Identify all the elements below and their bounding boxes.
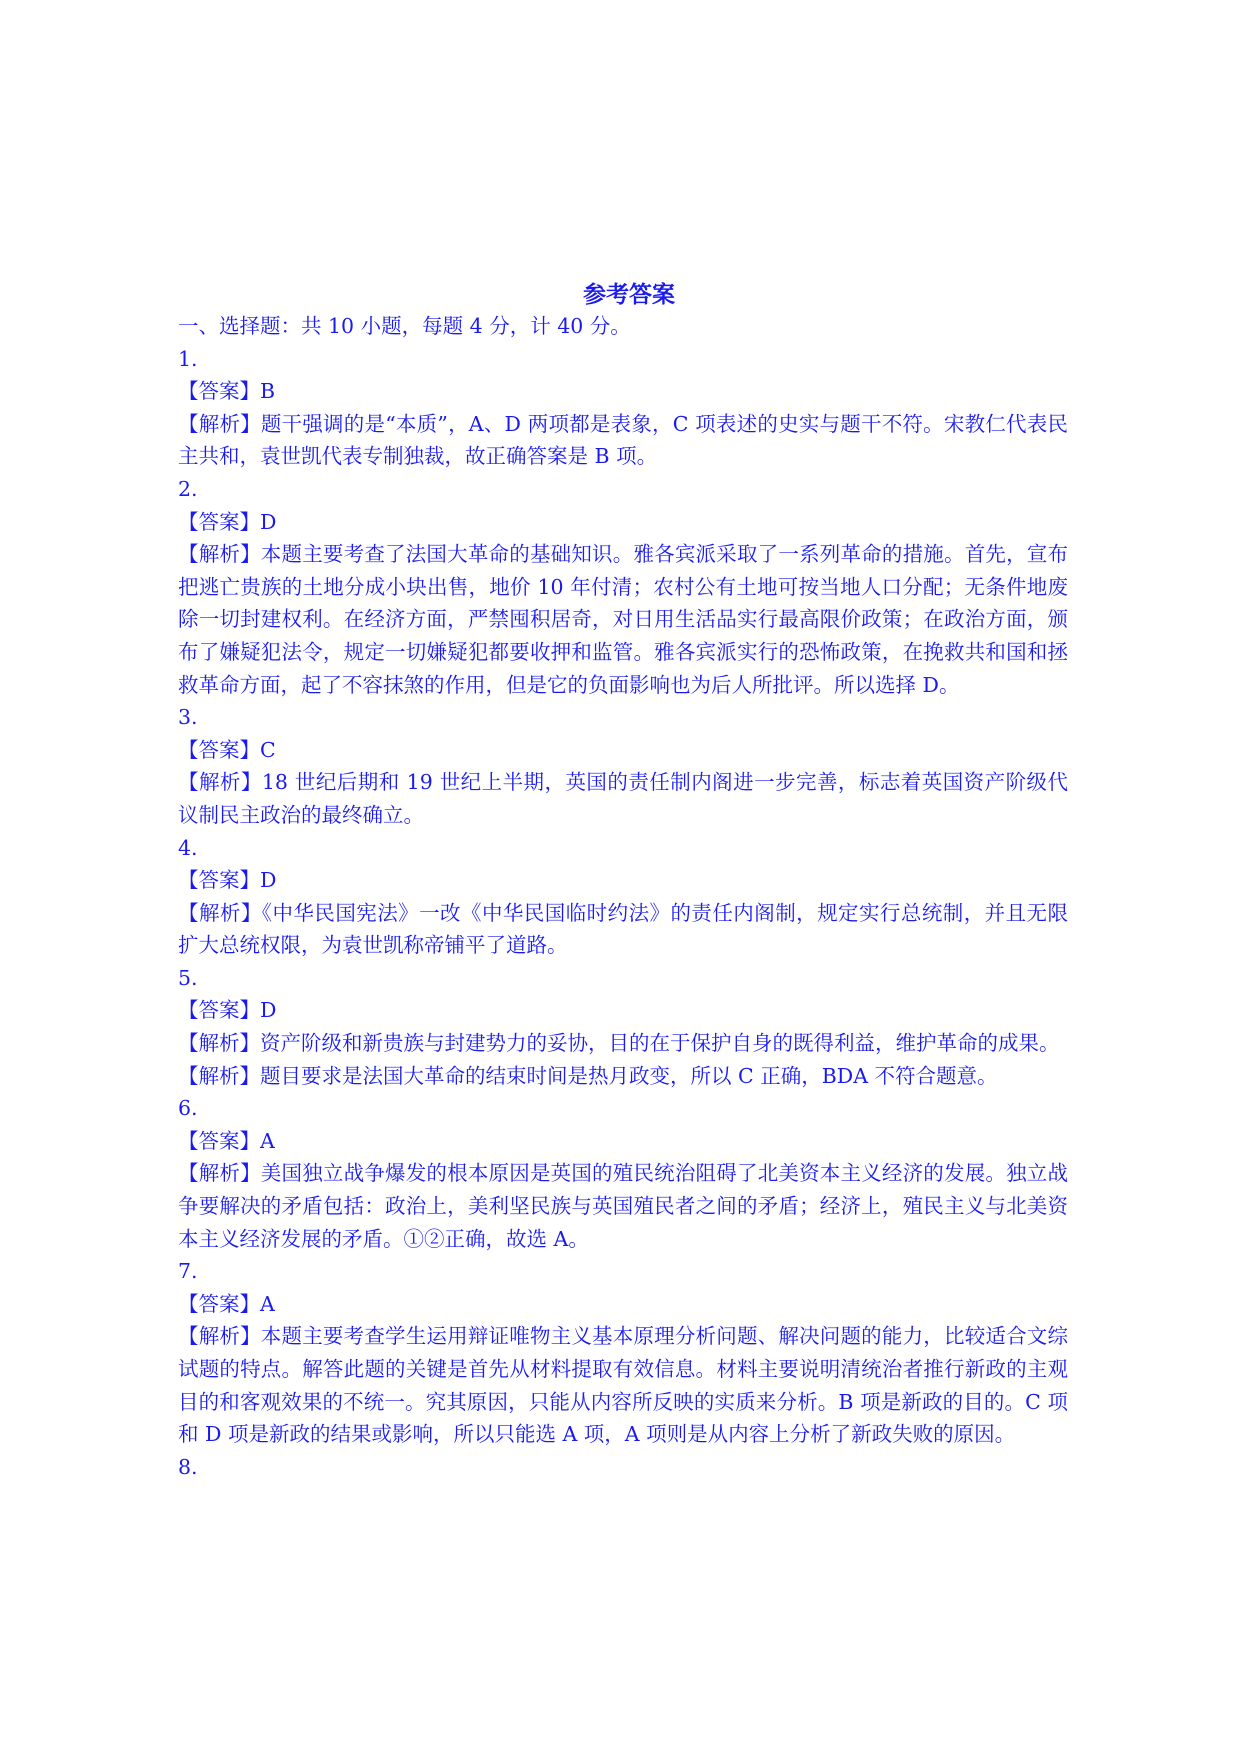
answer-line: 【答案】D xyxy=(178,509,277,534)
analysis-paragraph: 【解析】18 世纪后期和 19 世纪上半期，英国的责任制内阁进一步完善，标志着英国资产阶级代议制民主政治的最终确立。 xyxy=(178,770,1068,827)
question-block xyxy=(178,1255,1068,1451)
analysis-paragraph: 【解析】美国独立战争爆发的根本原因是英国的殖民统治阻碍了北美资本主义经济的发展。独立战争要解决的矛盾包括：政治上，美利坚民族与英国殖民者之间的矛盾；经济上，殖民主义与北美资本主义经济发展的矛盾。①②正确，故选 A。 xyxy=(178,1161,1068,1251)
question-block xyxy=(178,473,1068,701)
analysis-paragraph: 【解析】本题主要考查了法国大革命的基础知识。雅各宾派采取了一系列革命的措施。首先，宣布把逃亡贵族的土地分成小块出售，地价 10 年付清；农村公有土地可按当地人口分配；无条件地废除一切封建权利。在经济方面，严禁囤积居奇，对日用生活品实行最高限价政策；在政治方面，颁布了嫌疑犯法令，规定一切嫌疑犯都要收押和监管。雅各宾派实行的恐怖政策，在挽救共和国和拯救革命方面，起了不容抹煞的作用，但是它的负面影响也为后人所批评。所以选择 D。 xyxy=(178,542,1068,697)
answer-line: 【答案】A xyxy=(178,1128,275,1153)
question-block xyxy=(178,832,1068,962)
page-title: 参考答案 xyxy=(583,281,675,308)
section-heading: 一、选择题：共 10 小题，每题 4 分，计 40 分。 xyxy=(178,314,631,338)
answer-line: 【答案】D xyxy=(178,868,277,893)
analysis-paragraph: 【解析】题目要求是法国大革命的结束时间是热月政变，所以 C 正确，BDA 不符合题意。 xyxy=(178,1063,998,1088)
question-number: 6. xyxy=(178,1096,198,1121)
question-number: 1. xyxy=(178,346,198,371)
answer-line: 【答案】D xyxy=(178,998,277,1023)
question-block xyxy=(178,1092,1068,1255)
analysis-paragraph: 【解析】资产阶级和新贵族与封建势力的妥协，目的在于保护自身的既得利益，维护革命的成果。 xyxy=(178,1031,1060,1056)
analysis-paragraph: 【解析】《中华民国宪法》一改《中华民国临时约法》的责任内阁制，规定实行总统制，并且无限扩大总统权限，为袁世凯称帝铺平了道路。 xyxy=(178,900,1068,958)
answer-line: 【答案】A xyxy=(178,1291,275,1316)
question-number: 7. xyxy=(178,1259,198,1284)
analysis-paragraph: 【解析】本题主要考查学生运用辩证唯物主义基本原理分析问题、解决问题的能力，比较适合文综试题的特点。解答此题的关键是首先从材料提取有效信息。材料主要说明清统治者推行新政的主观目的和客观效果的不统一。究其原因，只能从内容所反映的实质来分析。B 项是新政的目的。C 项和 D 项是新政的结果或影响，所以只能选 A 项，A 项则是从内容上分析了新政失败的原因。 xyxy=(178,1324,1068,1447)
analysis-paragraph: 【解析】题干强调的是“本质”，A、D 两项都是表象，C 项表述的史实与题干不符。宋教仁代表民主共和，袁世凯代表专制独裁，故正确答案是 B 项。 xyxy=(178,411,1068,469)
question-number: 5. xyxy=(178,965,198,990)
answer-line: 【答案】B xyxy=(178,379,276,404)
question-number: 2. xyxy=(178,476,198,501)
question-block xyxy=(178,962,1068,1092)
question-number: 4. xyxy=(178,835,198,860)
question-block xyxy=(178,343,1068,473)
question-number: 8. xyxy=(178,1454,198,1479)
question-block xyxy=(178,701,1068,831)
answer-line: 【答案】C xyxy=(178,737,276,762)
question-number: 3. xyxy=(178,705,198,730)
answer-key-content xyxy=(178,278,1068,1483)
question-block xyxy=(178,1451,1068,1484)
